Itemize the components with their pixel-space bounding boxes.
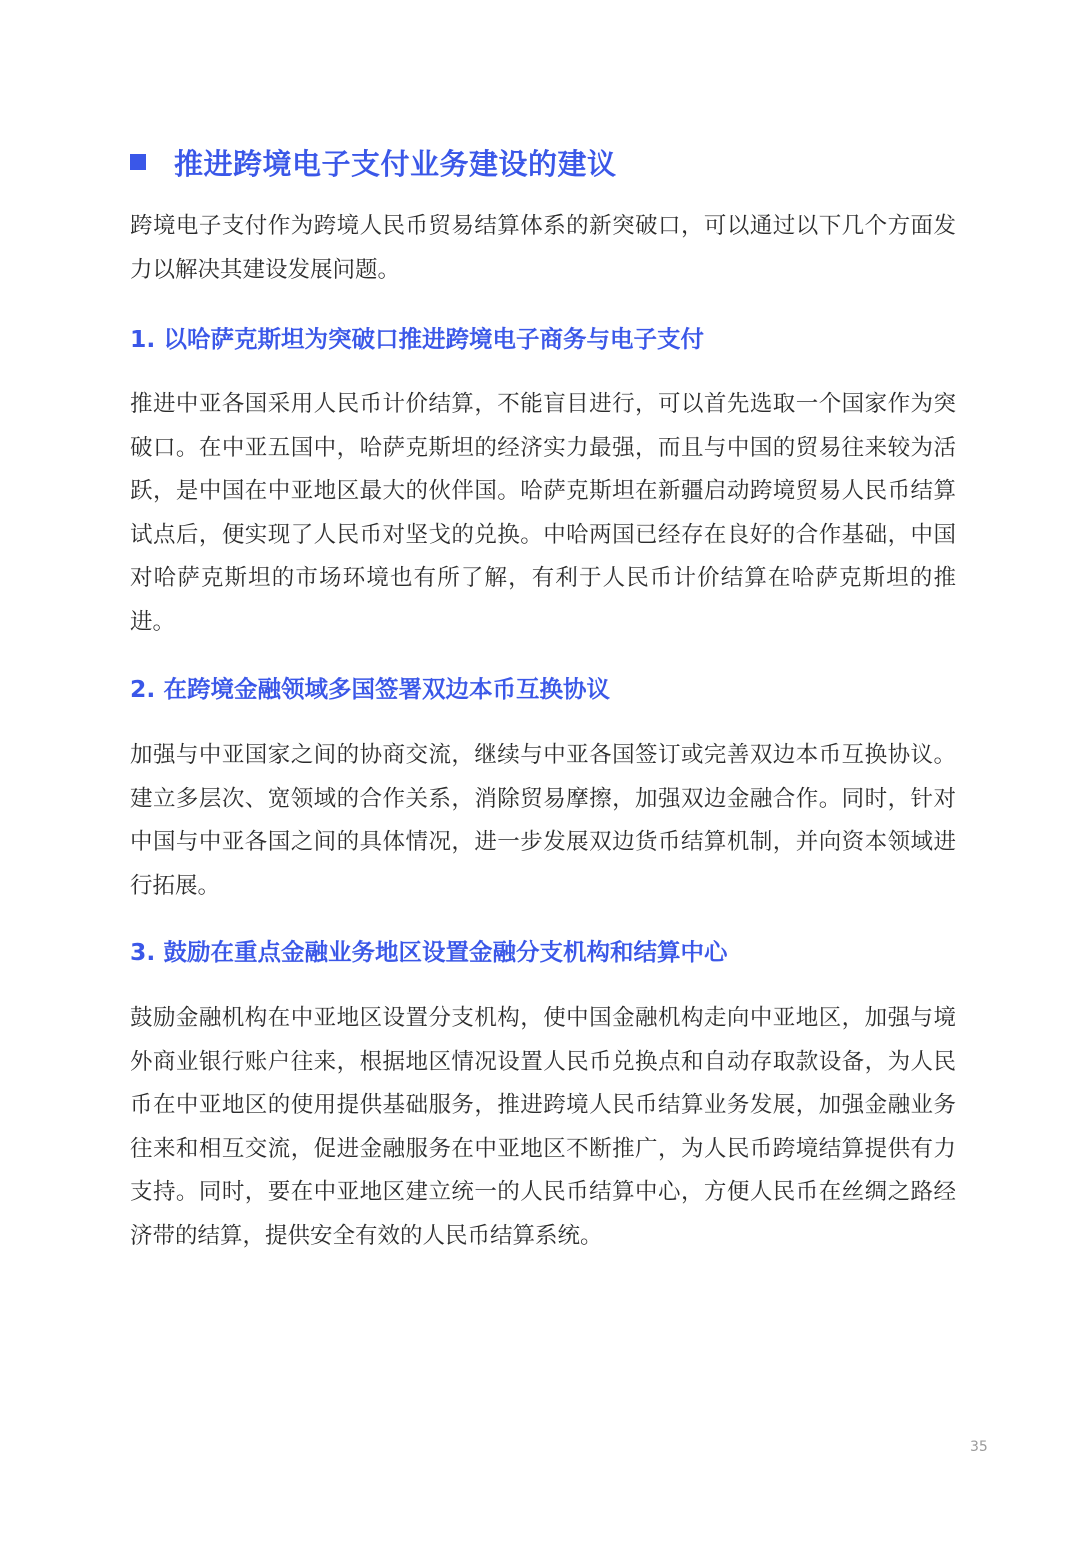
section-body-1: 推进中亚各国采用人民币计价结算，不能盲目进行，可以首先选取一个国家作为突破口。在中亚五国中，哈萨克斯坦的经济实力最强，而且与中国的贸易往来较为活跃，是中国在中亚地区最大的伙伴国。哈萨克斯坦在新疆启动跨境贸易人民币结算试点后，便实现了人民币对坚戈的兑换。中哈两国已经存在良好的合作基础，中国对哈萨克斯坦的市场环境也有所了解，有利于人民币计价结算在哈萨克斯坦的推进。: [130, 391, 956, 635]
main-heading-text: 推进跨境电子支付业务建设的建议: [174, 146, 617, 181]
square-bullet-icon: [130, 154, 146, 170]
section-title-2: 2. 在跨境金融领域多国签署双边本币互换协议: [130, 675, 610, 703]
intro-paragraph: 跨境电子支付作为跨境人民币贸易结算体系的新突破口，可以通过以下几个方面发力以解决其建设发展问题。: [130, 213, 956, 283]
section-title-1: 1. 以哈萨克斯坦为突破口推进跨境电子商务与电子支付: [130, 325, 704, 353]
section-body-2: 加强与中亚国家之间的协商交流，继续与中亚各国签订或完善双边本币互换协议。建立多层次、宽领域的合作关系，消除贸易摩擦，加强双边金融合作。同时，针对中国与中亚各国之间的具体情况，进一步发展双边货币结算机制，并向资本领域进行拓展。: [130, 742, 956, 899]
section-body-3: 鼓励金融机构在中亚地区设置分支机构，使中国金融机构走向中亚地区，加强与境外商业银行账户往来，根据地区情况设置人民币兑换点和自动存取款设备，为人民币在中亚地区的使用提供基础服务，推进跨境人民币结算业务发展，加强金融业务往来和相互交流，促进金融服务在中亚地区不断推广，为人民币跨境结算提供有力支持。同时，要在中亚地区建立统一的人民币结算中心，方便人民币在丝绸之路经济带的结算，提供安全有效的人民币结算系统。: [130, 1005, 956, 1249]
section-title-3: 3. 鼓励在重点金融业务地区设置金融分支机构和结算中心: [130, 938, 728, 966]
main-heading: [130, 140, 617, 184]
page-number: 35: [970, 1439, 988, 1455]
